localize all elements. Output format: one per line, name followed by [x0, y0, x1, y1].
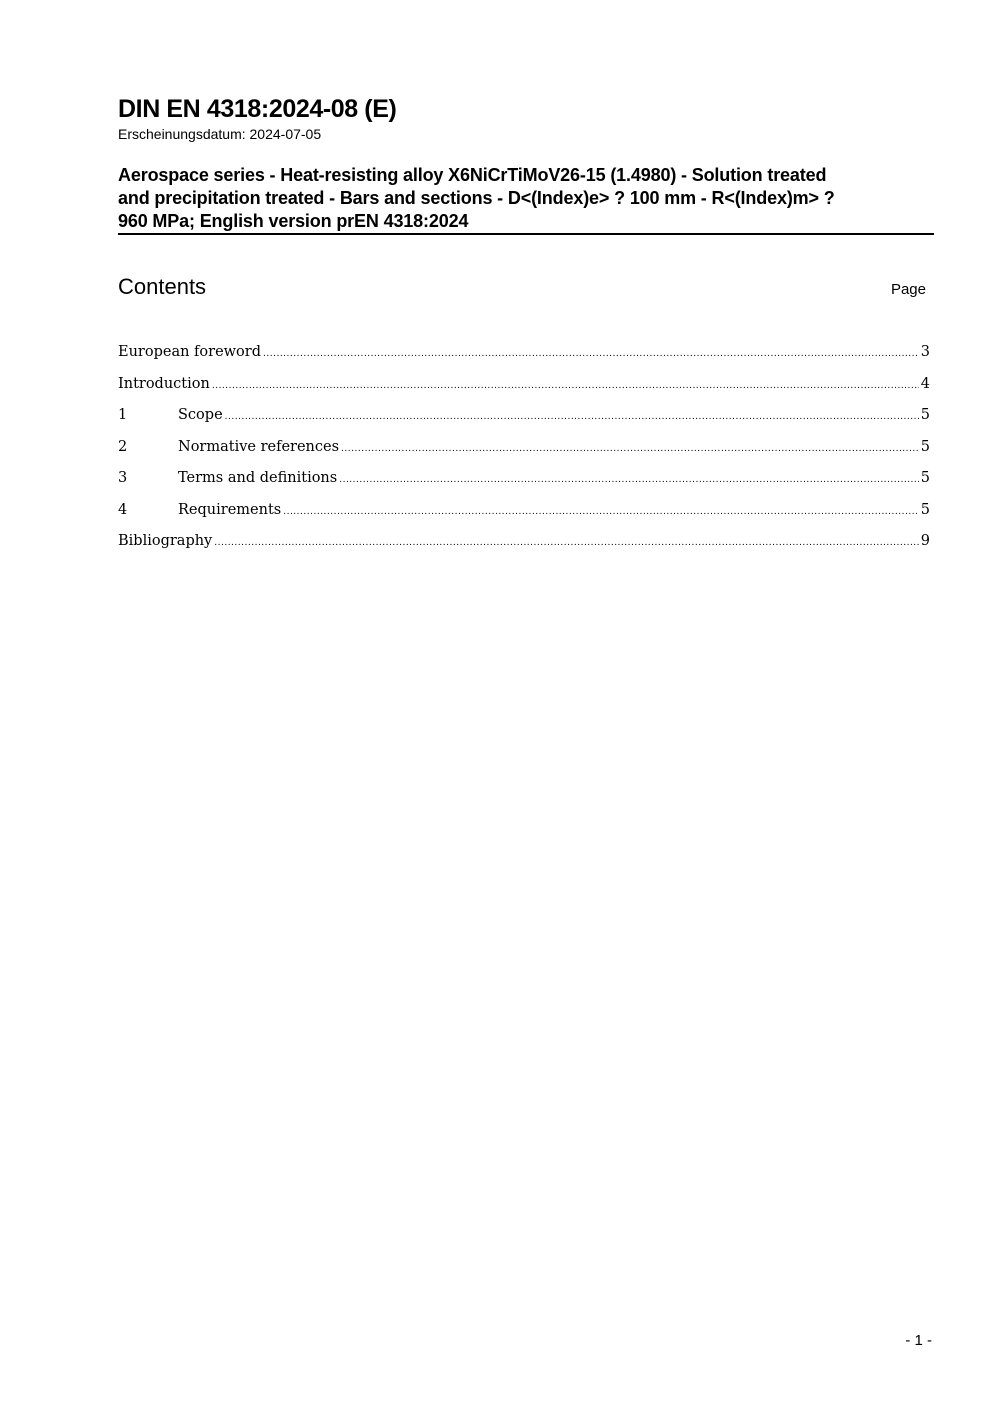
toc-entry-page: 4	[920, 375, 930, 392]
toc-entry-label: Introduction	[118, 375, 210, 392]
toc-entry-page: 5	[920, 501, 930, 518]
page-number: - 1 -	[905, 1332, 932, 1349]
document-id: DIN EN 4318:2024-08 (E)	[118, 95, 397, 123]
toc-dot-leader	[283, 500, 919, 524]
toc-dot-leader	[263, 342, 919, 366]
toc-entry-number: 4	[118, 501, 128, 518]
toc-entry-label: Bibliography	[118, 533, 213, 549]
toc-entry-label: Terms and definitions	[178, 470, 338, 486]
toc-entry-page: 5	[920, 438, 930, 455]
toc-entry-page: 5	[920, 470, 930, 486]
toc-dot-leader	[339, 468, 919, 492]
toc-entry-number: 1	[118, 407, 128, 423]
table-of-contents	[118, 340, 930, 561]
toc-entry-label: European foreword	[118, 344, 262, 360]
toc-entry-page: 5	[920, 407, 930, 423]
toc-entry-label: Requirements	[178, 501, 282, 518]
publication-date: Erscheinungsdatum: 2024-07-05	[118, 126, 322, 142]
toc-entry-bibliography[interactable]	[118, 529, 930, 561]
document-title	[118, 164, 934, 233]
toc-entry-number: 3	[118, 470, 128, 486]
contents-heading: Contents	[118, 274, 207, 299]
page-column-heading: Page	[890, 281, 926, 298]
toc-dot-leader	[214, 531, 919, 555]
toc-entry-page: 3	[920, 344, 930, 360]
toc-entry-terms-and-definitions[interactable]	[118, 466, 930, 498]
title-line: Aerospace series - Heat-resisting alloy X6NiCrTiMoV26-15 (1.4980) - Solution treated	[118, 165, 827, 185]
toc-dot-leader	[225, 405, 919, 429]
toc-entry-scope[interactable]	[118, 403, 930, 435]
title-line: and precipitation treated - Bars and sections - D<(Index)e> ? 100 mm - R<(Index)m> ?	[118, 188, 835, 208]
title-line: 960 MPa; English version prEN 4318:2024	[118, 211, 469, 231]
toc-entry-label: Scope	[178, 407, 223, 423]
toc-entry-number: 2	[118, 438, 128, 455]
toc-entry-page: 9	[920, 533, 930, 549]
toc-dot-leader	[212, 374, 919, 398]
toc-entry-requirements[interactable]	[118, 498, 930, 530]
toc-entry-introduction[interactable]	[118, 372, 930, 404]
title-divider	[118, 233, 934, 235]
toc-entry-european-foreword[interactable]	[118, 340, 930, 372]
toc-entry-normative-references[interactable]	[118, 435, 930, 467]
toc-entry-label: Normative references	[178, 438, 340, 455]
toc-dot-leader	[341, 437, 919, 461]
